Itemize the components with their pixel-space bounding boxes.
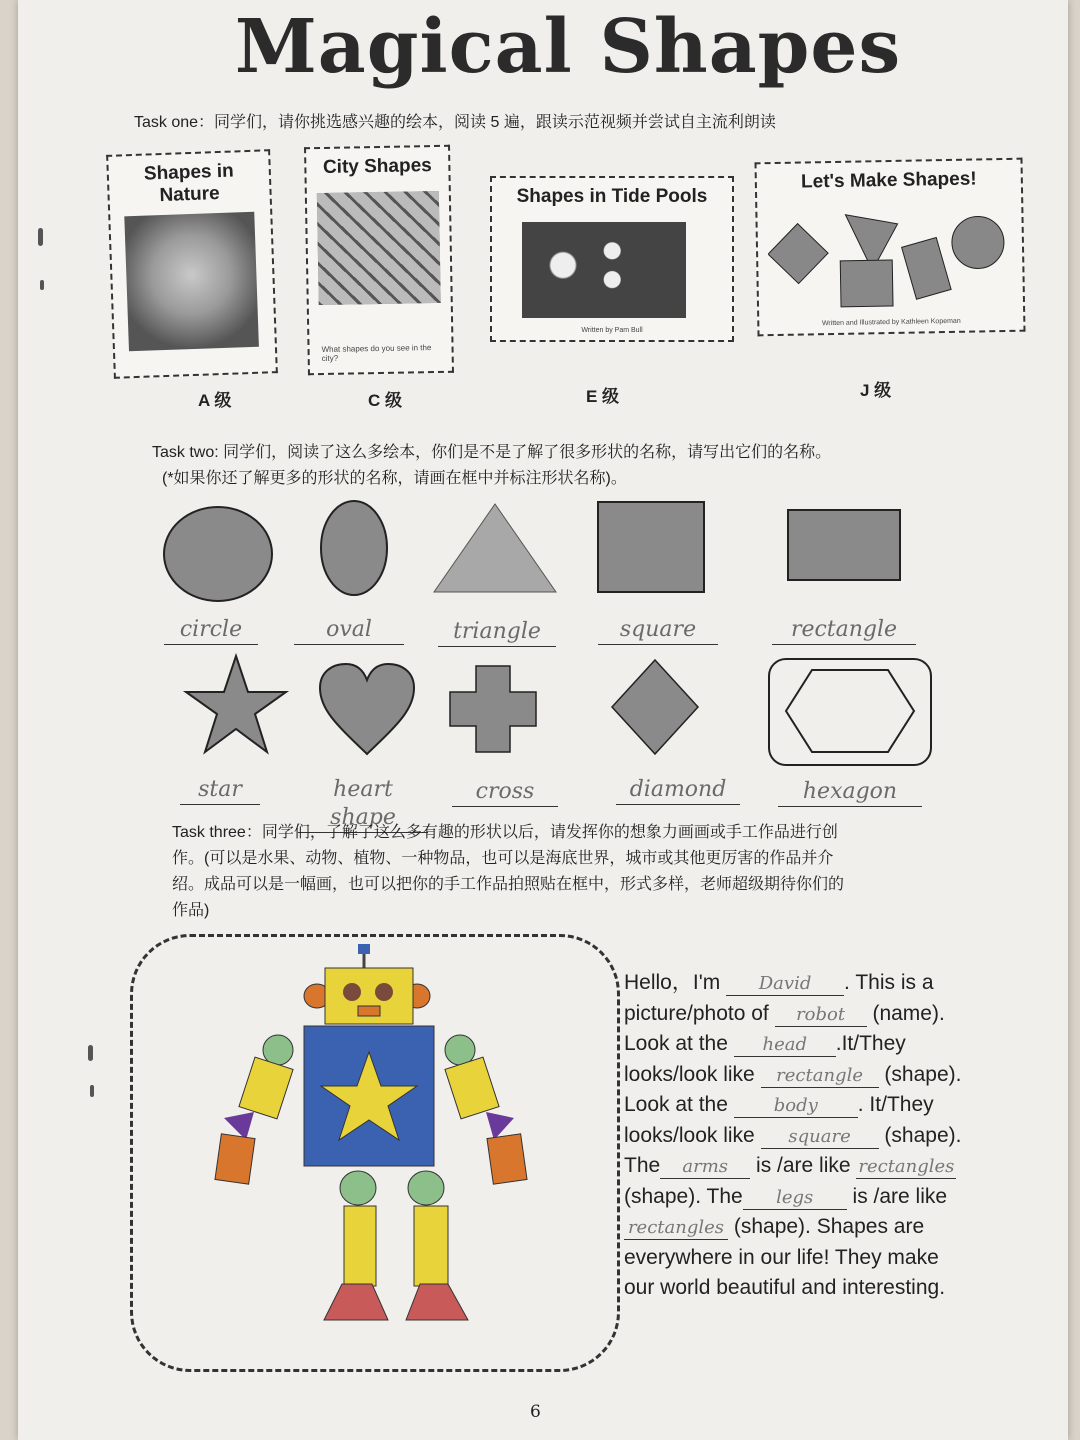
page-title: Magical Shapes <box>234 4 902 90</box>
book-caption: What shapes do you see in the city? <box>321 343 432 364</box>
book-title: City Shapes <box>322 155 432 178</box>
book-title: Let's Make Shapes! <box>800 168 977 193</box>
shape-blank: rectangles <box>624 1217 728 1240</box>
book-level-c: C 级 <box>368 391 402 410</box>
para-text: . This is a <box>844 971 934 994</box>
para-text: Look at the <box>624 1093 728 1116</box>
book-level-e: E 级 <box>586 387 620 406</box>
shape-name-blank: oval <box>294 616 404 645</box>
cross-shape <box>448 664 538 754</box>
para-text: Hello，I'm <box>624 971 721 994</box>
binder-hole <box>38 228 43 246</box>
book-cover-image <box>522 222 686 318</box>
book-card-a <box>106 149 278 379</box>
shape-blank: rectangle <box>761 1065 879 1088</box>
circle-shape <box>162 504 274 604</box>
task-one-text: Task one：同学们，请你挑选感兴趣的绘本，阅读 5 遍，跟读示范视频并尝试自主流利朗读 <box>134 114 776 131</box>
book-card-e <box>490 176 734 342</box>
shape-name-blank: cross <box>452 778 558 807</box>
para-text: our world beautiful and interesting. <box>624 1276 946 1299</box>
part-blank: legs <box>743 1187 847 1210</box>
shape-name-blank: star <box>180 776 260 805</box>
description-paragraph <box>624 968 1004 1304</box>
para-text: picture/photo of <box>624 1001 769 1025</box>
book-credit: Written by Pam Bull <box>581 327 643 334</box>
book-credit: Written and Illustrated by Kathleen Kopeman <box>821 317 961 328</box>
task-two-line-1: Task two: 同学们，阅读了这么多绘本，你们是不是了解了很多形状的名称，请写出它们的名称。 <box>152 444 832 461</box>
book-level-a: A 级 <box>198 391 232 410</box>
binder-hole <box>40 280 44 290</box>
para-text: is /are like <box>852 1184 948 1208</box>
heart-shape <box>318 662 416 758</box>
binder-hole <box>88 1045 93 1061</box>
book-card-j <box>755 158 1026 337</box>
shape-name-blank: rectangle <box>772 616 916 645</box>
part-blank: body <box>734 1095 858 1118</box>
book-card-c <box>304 145 454 376</box>
binder-hole <box>90 1085 94 1097</box>
book-level-j: J 级 <box>860 381 892 400</box>
part-blank: arms <box>660 1156 750 1179</box>
robot-drawing <box>206 940 546 1340</box>
para-text: . It/They <box>857 1093 934 1116</box>
oval-shape <box>318 498 390 598</box>
para-text: everywhere in our life! They make <box>624 1245 939 1269</box>
page-number: 6 <box>530 1402 541 1422</box>
task-three-line-3: 绍。成品可以是一幅画，也可以把你的手工作品拍照贴在框中，形式多样，老师超级期待你们的 <box>172 876 845 893</box>
para-text: (name). <box>872 1001 945 1025</box>
shape-name-blank: triangle <box>438 618 556 647</box>
worksheet-page <box>18 0 1068 1440</box>
shape-blank: rectangles <box>858 1156 955 1177</box>
diamond-shape <box>610 658 700 756</box>
task-two-line-2: (*如果你还了解更多的形状的名称，请画在框中并标注形状名称)。 <box>162 470 627 487</box>
star-shape <box>182 652 290 758</box>
para-text: .It/They <box>835 1032 906 1055</box>
para-text: (shape). <box>884 1062 962 1086</box>
para-text: looks/look like <box>624 1062 755 1086</box>
book-cover-image <box>317 191 441 305</box>
para-text: The <box>624 1154 661 1177</box>
para-text: (shape). Shapes are <box>733 1215 925 1238</box>
para-text: is /are like <box>756 1154 851 1177</box>
book-title: Shapes in Tide Pools <box>516 186 708 207</box>
shape-name-blank: hexagon <box>778 778 922 807</box>
shape-blank: square <box>761 1126 879 1149</box>
para-text: (shape). <box>884 1123 962 1147</box>
rectangle-shape <box>786 508 902 582</box>
task-three-line-4: 作品) <box>172 902 210 919</box>
part-blank: head <box>734 1034 836 1057</box>
hexagon-frame <box>768 658 932 766</box>
task-three-line-1: Task three：同学们，了解了这么多有趣的形状以后，请发挥你的想象力画画或手工作品进行创 <box>172 824 838 841</box>
square-shape <box>596 500 706 594</box>
para-text: Look at the <box>624 1032 728 1055</box>
book-cover-image <box>124 212 259 351</box>
triangle-shape <box>430 500 560 596</box>
shape-name-blank: circle <box>164 616 258 645</box>
hexagon-shape <box>782 666 918 756</box>
para-text: looks/look like <box>624 1123 755 1147</box>
shape-name-blank: heart shape <box>298 776 428 833</box>
book-cover-image <box>767 200 1013 312</box>
task-three-line-2: 作。(可以是水果、动物、植物、一种物品，也可以是海底世界，城市或其他更厉害的作品并介 <box>172 850 834 867</box>
shape-name-blank: diamond <box>616 776 740 805</box>
object-blank: robot <box>775 1004 867 1027</box>
shape-name-blank: square <box>598 616 718 645</box>
book-title: Shapes in Nature <box>143 160 235 207</box>
para-text: (shape). The <box>624 1184 743 1208</box>
name-blank: David <box>726 973 844 996</box>
